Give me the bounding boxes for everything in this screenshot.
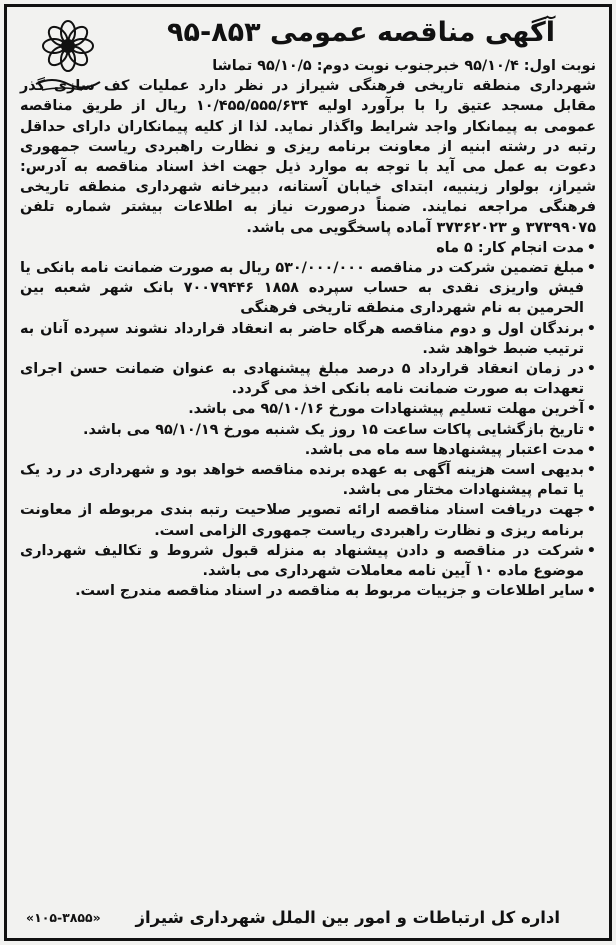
issuing-office: اداره کل ارتباطات و امور بین الملل شهرداری شیراز [135,908,560,927]
list-item: • برندگان اول و دوم مناقصه هرگاه حاضر به انعقاد قرارداد نشوند سپرده آنان به ترتیب ضبط خواهد شد. [20,319,596,359]
notice-code: «۱۰۵-۳۸۵۵» [26,910,101,925]
publication-dates: نوبت اول: ۹۵/۱۰/۴ خبرجنوب نوبت دوم: ۹۵/۱۰/۵ تماشا [212,58,596,74]
list-item: • سایر اطلاعات و جزییات مربوط به مناقصه در اسناد مناقصه مندرج است. [20,581,596,601]
list-item: • در زمان انعقاد قرارداد ۵ درصد مبلغ پیشنهادی به عنوان ضمانت حسن اجرای تعهدات به صورت ضمانت نامه بانکی اخذ می گردد. [20,359,596,399]
list-item: • تاریخ بازگشایی پاکات ساعت ۱۵ روز یک شنبه مورخ ۹۵/۱۰/۱۹ می باشد. [20,420,596,440]
list-item: • آخرین مهلت تسلیم پیشنهادات مورخ ۹۵/۱۰/۱۶ می باشد. [20,399,596,419]
list-item: • مبلغ تضمین شرکت در مناقصه ۵۳۰/۰۰۰/۰۰۰ ریال به صورت ضمانت نامه بانکی یا فیش واریزی نقدی به حساب سپرده ۱۸۵۸ ۷۰۰۷۹۴۴۶ بانک شهر شعبه بین الحرمین به نام شهرداری منطقه تاریخی فرهنگی [20,258,596,319]
list-item: • بدیهی است هزینه آگهی به عهده برنده مناقصه خواهد بود و شهرداری در رد یک یا تمام پیشنهادات مختار می باشد. [20,460,596,500]
list-item: • مدت اعتبار پیشنهادها سه ماه می باشد. [20,440,596,460]
conditions-list [20,238,596,602]
notice-header [120,10,602,56]
notice-footer [20,903,596,933]
notice-body [20,56,596,899]
list-item: • جهت دریافت اسناد مناقصه ارائه تصویر صلاحیت رتبه بندی مربوطه از معاونت برنامه ریزی و نظارت راهبردی ریاست جمهوری الزامی است. [20,500,596,540]
intro-paragraph: شهرداری منطقه تاریخی فرهنگی شیراز در نظر دارد عملیات کف سازی گذر مقابل مسجد عتیق را با برآورد اولیه ۱۰/۴۵۵/۵۵۵/۶۳۴ ریال از طریق مناقصه عمومی به پیمانکار واجد شرایط واگذار نماید. لذا از کلیه پیمانکاران دارای حداقل رتبه در رشته ابنیه از معاونت برنامه ریزی و نظارت راهبردی ریاست جمهوری دعوت به عمل می آید با توجه به موارد ذیل جهت اخذ اسناد مناقصه به آدرس: شیراز، بولوار زینبیه، ابتدای خیابان آستانه، دبیرخانه شهرداری منطقه تاریخی فرهنگی مراجعه نمایند. ضمناً درصورت نیاز به اطلاعات بیشتر شماره تلفن ۳۷۳۹۹۰۷۵ و ۳۷۳۶۲۰۲۳ آماده پاسخگویی می باشد. [20,78,597,236]
list-item: • مدت انجام کار: ۵ ماه [20,238,596,258]
list-item: • شرکت در مناقصه و دادن پیشنهاد به منزله قبول شروط و تکالیف شهرداری موضوع ماده ۱۰ آیین نامه معاملات شهرداری می باشد. [20,541,596,581]
notice-title: آگهی مناقصه عمومی ۸۵۳-۹۵ [167,17,555,48]
